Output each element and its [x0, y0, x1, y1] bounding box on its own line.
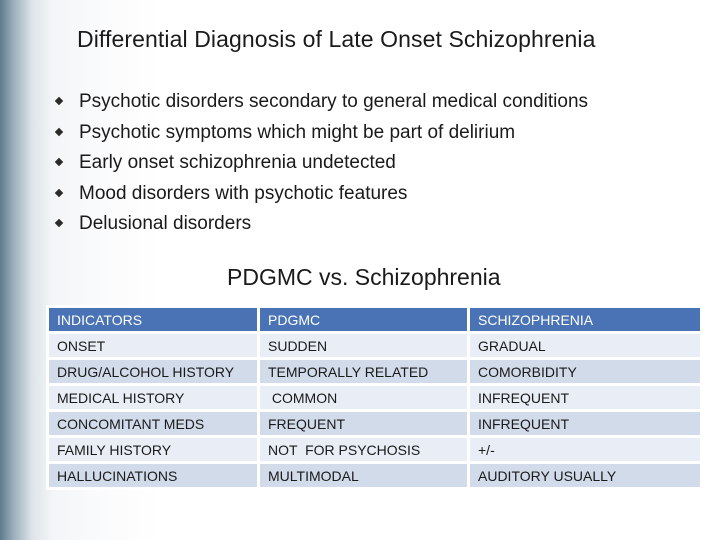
- bullet-text: Delusional disorders: [79, 213, 252, 234]
- table-cell: GRADUAL: [470, 334, 700, 357]
- header-cell-pdgmc: PDGMC: [260, 308, 467, 331]
- bullet-item: [54, 119, 588, 150]
- bullet-list: [54, 88, 588, 241]
- bullet-text: Psychotic disorders secondary to general medical conditions: [79, 91, 589, 112]
- table-row: [49, 412, 700, 435]
- bullet-item: [54, 88, 588, 119]
- table-cell: +/-: [470, 438, 700, 461]
- table-cell: CONCOMITANT MEDS: [49, 412, 257, 435]
- table-header-row: [49, 308, 700, 331]
- bullet-text: Mood disorders with psychotic features: [79, 182, 408, 204]
- table-cell: FAMILY HISTORY: [49, 438, 257, 461]
- diamond-bullet-icon: [55, 158, 63, 166]
- table-cell: FREQUENT: [260, 412, 467, 435]
- bullet-text: Early onset schizophrenia undetected: [79, 152, 396, 173]
- table-cell: SUDDEN: [260, 334, 467, 357]
- bullet-item: [54, 149, 588, 180]
- bullet-item: [54, 180, 588, 211]
- table-cell: HALLUCINATIONS: [49, 464, 257, 487]
- table-row: [49, 464, 700, 487]
- table-row: [49, 360, 700, 383]
- table-cell: NOT FOR PSYCHOSIS: [260, 438, 467, 461]
- slide-title: Differential Diagnosis of Late Onset Schizophrenia: [77, 26, 596, 52]
- table-cell: DRUG/ALCOHOL HISTORY: [49, 360, 257, 383]
- table-row: [49, 386, 700, 409]
- table-cell: MULTIMODAL: [260, 464, 467, 487]
- table-cell: COMORBIDITY: [470, 360, 700, 383]
- bullet-text: Psychotic symptoms which might be part of delirium: [79, 121, 516, 143]
- table-cell: INFREQUENT: [470, 386, 700, 409]
- table-cell: ONSET: [49, 334, 257, 357]
- diamond-bullet-icon: [55, 219, 63, 227]
- comparison-table: [46, 305, 703, 490]
- diamond-bullet-icon: [55, 97, 63, 105]
- table-row: [49, 334, 700, 357]
- table-cell: MEDICAL HISTORY: [49, 386, 257, 409]
- table-title: PDGMC vs. Schizophrenia: [227, 264, 501, 290]
- header-cell-schizophrenia: SCHIZOPHRENIA: [470, 308, 700, 331]
- header-cell-indicators: INDICATORS: [49, 308, 257, 331]
- table-row: [49, 438, 700, 461]
- table-cell: COMMON: [260, 386, 467, 409]
- diamond-bullet-icon: [55, 127, 63, 135]
- bullet-item: [54, 210, 588, 241]
- table-cell: AUDITORY USUALLY: [470, 464, 700, 487]
- table-cell: TEMPORALLY RELATED: [260, 360, 467, 383]
- table-cell: INFREQUENT: [470, 412, 700, 435]
- diamond-bullet-icon: [55, 188, 63, 196]
